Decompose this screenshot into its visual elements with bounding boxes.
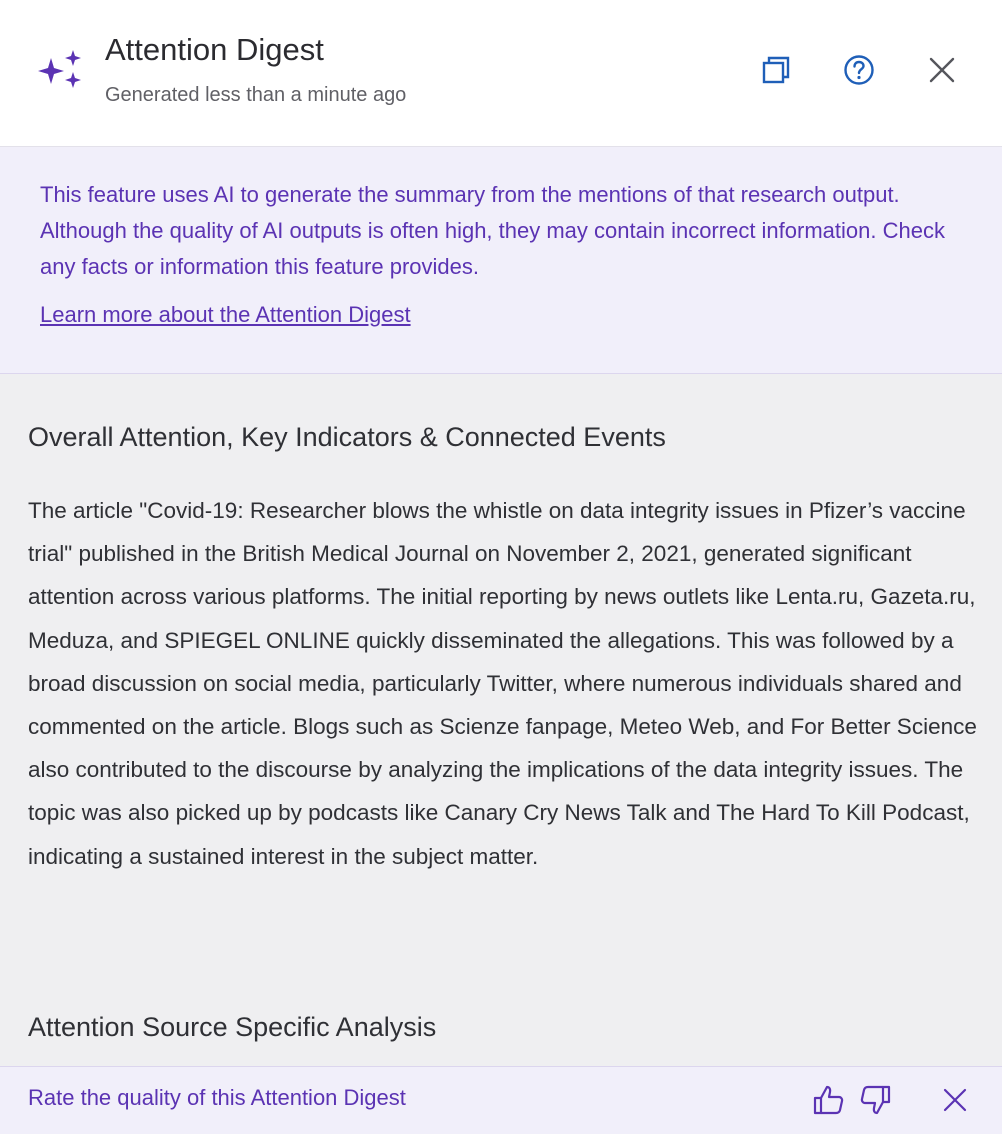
page-title: Attention Digest [105, 32, 324, 67]
ai-disclaimer-banner [0, 147, 1002, 374]
section-heading-overall: Overall Attention, Key Indicators & Connected Events [28, 422, 666, 452]
help-icon [843, 54, 875, 86]
ai-disclaimer-text: This feature uses AI to generate the summary from the mentions of that research output. Although the quality of AI outputs is often high, they may contain incorrect information. Check any facts or information this feature provides. [40, 182, 945, 279]
learn-more-link[interactable]: Learn more about the Attention Digest [40, 302, 411, 327]
close-button[interactable] [922, 50, 962, 90]
rating-prompt: Rate the quality of this Attention Digest [28, 1085, 406, 1110]
thumbs-down-button[interactable] [856, 1081, 894, 1119]
digest-content[interactable] [0, 374, 1002, 1066]
sparkle-icon [38, 50, 84, 92]
section-body-overall: The article "Covid-19: Researcher blows the whistle on data integrity issues in Pfizer’s vaccine trial" published in the British Medical Journal on November 2, 2021, generated significant attention across various platforms. The initial reporting by news outlets like Lenta.ru, Gazeta.ru, Meduza, and SPIEGEL ONLINE quickly disseminated the allegations. This was followed by a broad discussion on social media, particularly Twitter, where numerous individuals shared and commented on the article. Blogs such as Scienze fanpage, Meteo Web, and For Better Science also contributed to the discourse by analyzing the implications of the data integrity issues. The topic was also picked up by podcasts like Canary Cry News Talk and The Hard To Kill Podcast, indicating a sustained interest in the subject matter. [28, 498, 977, 869]
generated-timestamp: Generated less than a minute ago [105, 84, 407, 106]
section-heading-source-analysis: Attention Source Specific Analysis [28, 1012, 437, 1042]
dismiss-rating-button[interactable] [936, 1081, 974, 1119]
copy-button[interactable] [756, 50, 796, 90]
close-icon [942, 1087, 968, 1113]
help-button[interactable] [839, 50, 879, 90]
rating-bar [0, 1066, 1002, 1134]
digest-header [0, 0, 1002, 147]
thumbs-up-button[interactable] [810, 1081, 848, 1119]
thumbs-up-icon [812, 1083, 846, 1117]
close-icon [928, 56, 956, 84]
thumbs-down-icon [858, 1083, 892, 1117]
copy-icon [761, 55, 791, 85]
